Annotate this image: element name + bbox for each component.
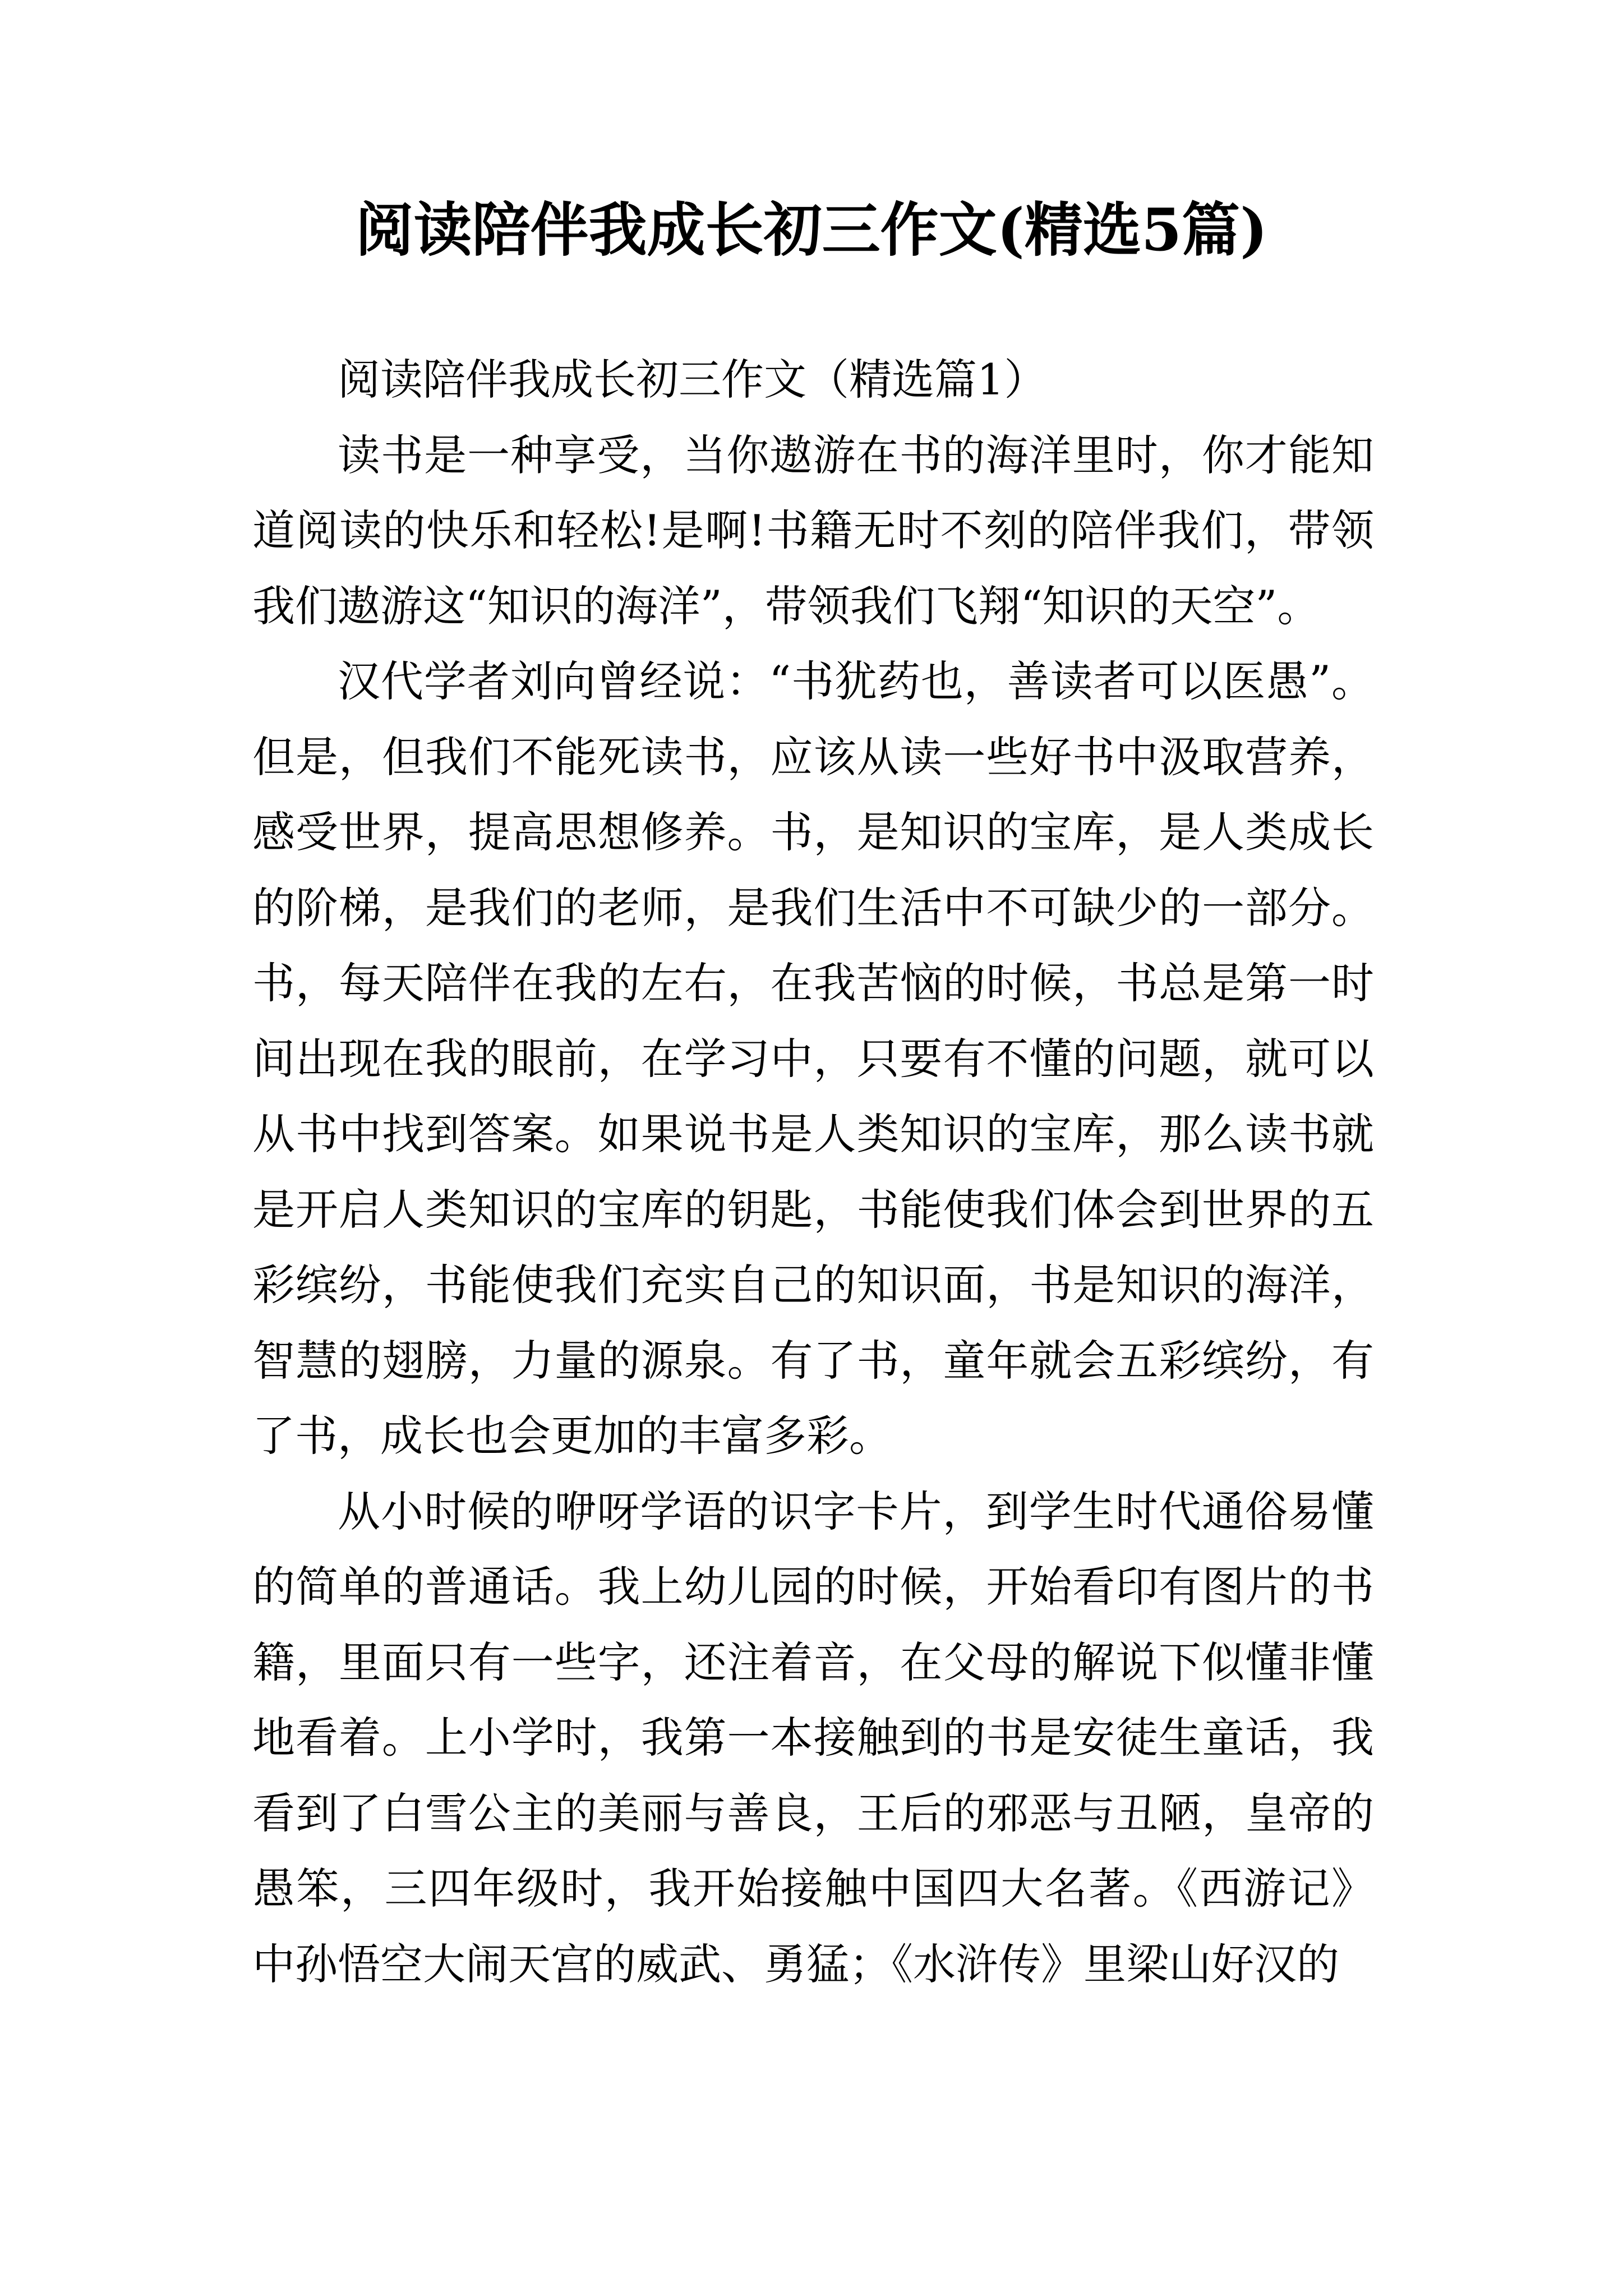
paragraph-2: 汉代学者刘向曾经说：“书犹药也，善读者可以医愚”。但是，但我们不能死读书，应该从读一些好书中汲取营养，感受世界，提高思想修养。书，是知识的宝库，是人类成长的阶梯，是我们的老师，是我们生活中不可缺少的一部分。书，每天陪伴在我的左右，在我苦恼的时候，书总是第一时间出现在我的眼前，在学习中，只要有不懂的问题，就可以从书中找到答案。如果说书是人类知识的宝库，那么读书就是开启人类知识的宝库的钥匙，书能使我们体会到世界的五彩缤纷，书能使我们充实自己的知识面，书是知识的海洋，智慧的翅膀，力量的源泉。有了书，童年就会五彩缤纷，有了书，成长也会更加的丰富多彩。 bbox=[252, 656, 1374, 1461]
paragraph-3: 从小时候的咿呀学语的识字卡片，到学生时代通俗易懂的简单的普通话。我上幼儿园的时候，开始看印有图片的书籍，里面只有一些字，还注着音，在父母的解说下似懂非懂地看着。上小学时，我第一本接触到的书是安徒生童话，我看到了白雪公主的美丽与善良，王后的邪恶与丑陋，皇帝的愚笨，三四年级时，我开始接触中国四大名著。《西游记》中孙悟空大闹天宫的威武、勇猛；《水浒传》里梁山好汉的 bbox=[252, 1486, 1374, 1989]
document-title: 阅读陪伴我成长初三作文(精选5篇) bbox=[355, 195, 1268, 264]
section-heading: 阅读陪伴我成长初三作文（精选篇1） bbox=[338, 355, 1047, 404]
paragraph-1: 读书是一种享受，当你遨游在书的海洋里时，你才能知道阅读的快乐和轻松!是啊!书籍无时不刻的陪伴我们，带领我们遨游这“知识的海洋”，带领我们飞翔“知识的天空”。 bbox=[252, 430, 1374, 631]
document-body bbox=[252, 342, 1374, 2002]
